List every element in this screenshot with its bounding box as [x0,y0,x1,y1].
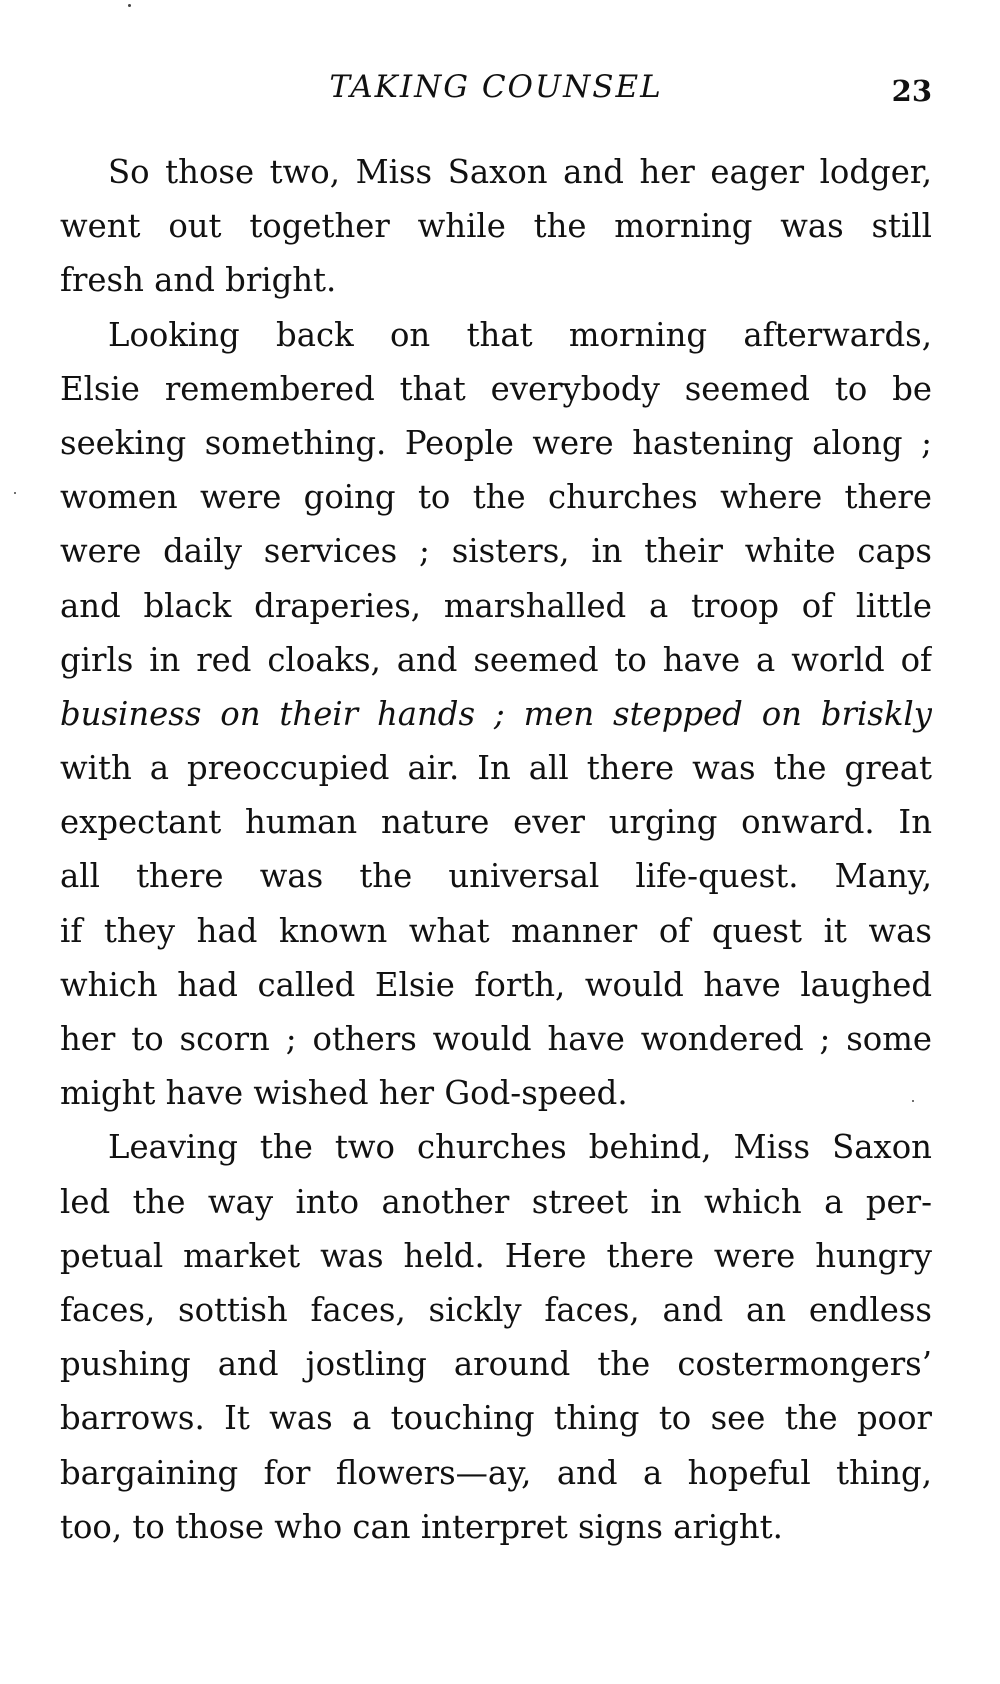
text-line: went out together while the morning was still [60,207,932,246]
text-line: pushing and jostling around the costermongers’ [60,1345,932,1384]
text-line: were daily services ; sisters, in their white caps [60,532,932,571]
text-line: and black draperies, marshalled a troop of little [60,586,932,625]
page-number: 23 [891,74,932,108]
text-line: women were going to the churches where there [60,478,932,517]
text-line: business on their hands ; men stepped on briskly [60,694,932,733]
text-line: seeking something. People were hastening along ; [60,423,932,462]
running-title: TAKING COUNSEL [329,69,663,105]
text-line: with a preoccupied air. In all there was the great [60,749,932,788]
page-header [60,62,932,112]
text-line: Looking back on that morning afterwards, [108,315,932,354]
text-line: petual market was held. Here there were hungry [60,1236,932,1275]
text-line: So those two, Miss Saxon and her eager lodger, [108,153,932,191]
text-line: barrows. It was a touching thing to see the poor [60,1399,932,1438]
text-line: which had called Elsie forth, would have laughed [60,965,932,1004]
paragraph-1 [60,145,932,308]
text-line: girls in red cloaks, and seemed to have a world of [60,640,932,679]
text-line: Elsie remembered that everybody seemed to be [60,369,932,408]
paragraph-2 [60,308,932,1121]
text-line: might have wished her God-speed. [60,1074,628,1113]
ink-speck [128,4,131,7]
text-line: Leaving the two churches behind, Miss Saxon [108,1128,932,1167]
text-line: her to scorn ; others would have wondered ; some [60,1020,932,1058]
text-line: expectant human nature ever urging onward. In [60,803,932,842]
paragraph-3 [60,1120,932,1554]
text-line: faces, sottish faces, sickly faces, and an endless [60,1290,932,1329]
body-text [60,145,932,1554]
text-line: led the way into another street in which a per- [60,1182,932,1221]
text-line: bargaining for flowers—ay, and a hopeful thing, [60,1453,932,1492]
text-line: all there was the universal life-quest. Many, [60,857,932,896]
text-line: fresh and bright. [60,261,337,300]
text-line: if they had known what manner of quest it was [60,911,932,950]
ink-speck [14,492,16,494]
text-line: too, to those who can interpret signs aright. [60,1507,783,1546]
